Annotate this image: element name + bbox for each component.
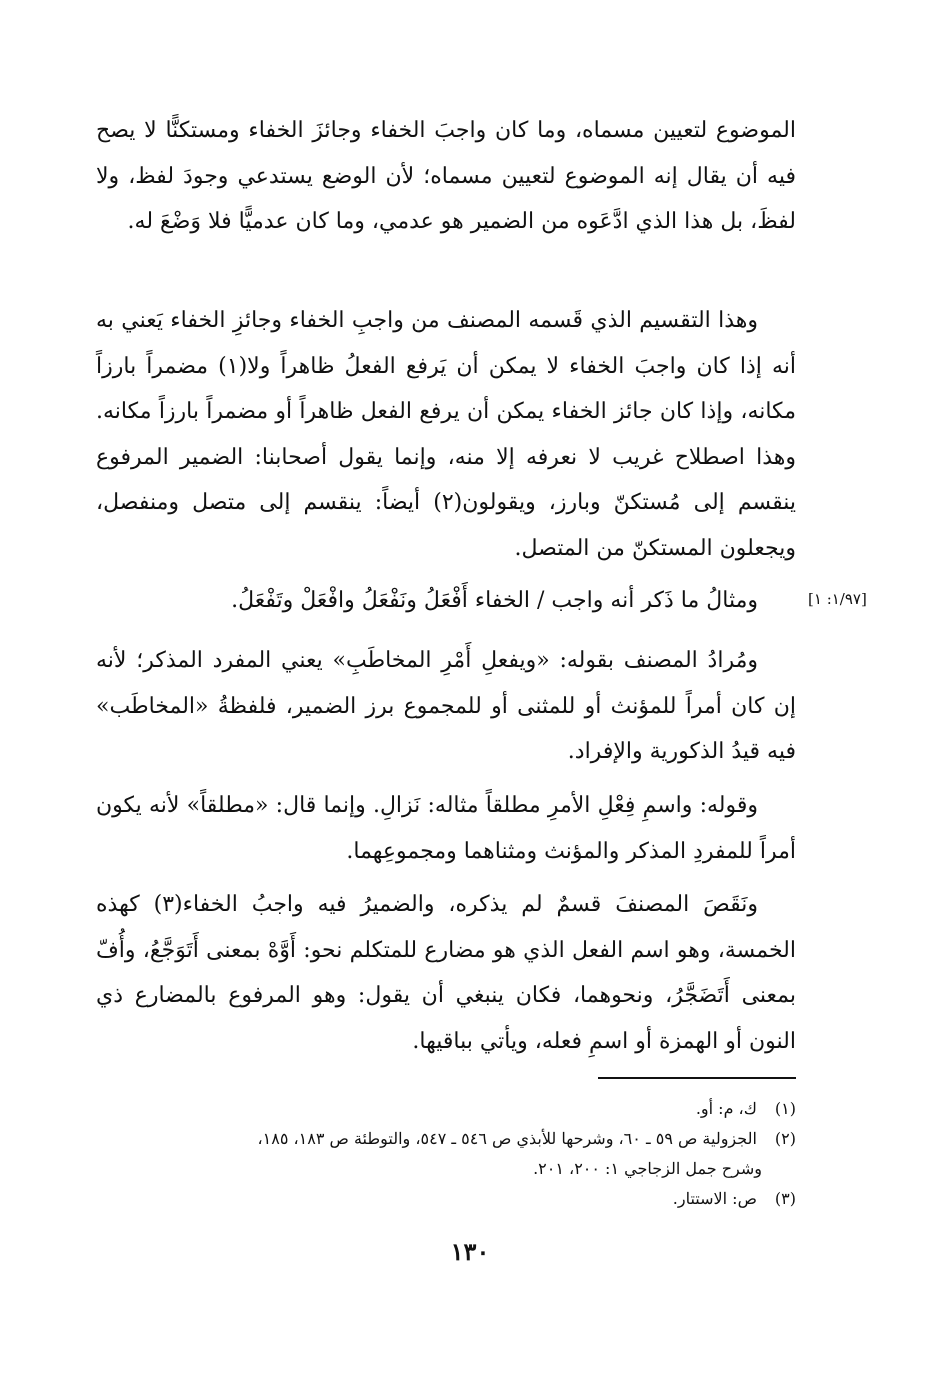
paragraph-text: ومثالُ ما ذَكر أنه واجب / الخفاء أَفْعَلُ ونَفْعَلُ وافْعَلْ وتَفْعَلُ. <box>231 588 758 613</box>
paragraph-text: وهذا التقسيم الذي قَسمه المصنف من واجبِ الخفاء وجائزِ الخفاء يَعني به أنه إذا كان واجبَ الخفاء لا يمكن أن يَرفع الفعلُ ظاهراً ولا(١) مضمراً بارزاً مكانه، وإذا كان جائز الخفاء يمكن أن يرفع الفعل ظاهراً أو مضمراً بارزاً مكانه. وهذا اصطلاح غريب لا نعرفه إلا منه، وإنما يقول أصحابنا: الضمير المرفوع ينقسم إلى مُستكنّ وبارز، ويقولون(٢) أيضاً: ينقسم إلى متصل ومنفصل، ويجعلون المستكنّ من المتصل. <box>96 308 797 561</box>
paragraph-6 <box>96 882 796 1064</box>
paragraph-3 <box>96 578 796 624</box>
footnote-3 <box>96 1184 796 1214</box>
footnote-2-continuation: وشرح جمل الزجاجي ١: ٢٠٠، ٢٠١. <box>533 1159 762 1178</box>
footnote-number: (١) <box>774 1099 796 1118</box>
paragraph-text: ومُرادُ المصنف بقوله: «ويفعلِ أَمْرِ المخاطَبِ» يعني المفرد المذكر؛ لأنه إن كان أمراً للمؤنث أو للمثنى أو للمجموع برز الضمير، فلفظةُ «المخاطَب» فيه قيدُ الذكورية والإفراد. <box>96 648 796 764</box>
footnote-number: (٣) <box>774 1189 796 1208</box>
paragraph-1 <box>96 108 796 245</box>
footnote-text: ص: الاستتار. <box>672 1189 757 1208</box>
footnote-separator <box>598 1077 796 1079</box>
footnote-text: الجزولية ص ٥٩ ـ ٦٠، وشرحها للأبذي ص ٥٤٦ ـ ٥٤٧، والتوطئة ص ١٨٣، ١٨٥، <box>257 1129 757 1148</box>
paragraph-5 <box>96 783 796 874</box>
paragraph-text: ونَقَصَ المصنفَ قسمٌ لم يذكره، والضميرُ فيه واجبُ الخفاء(٣) كهذه الخمسة، وهو اسم الفعل الذي هو مضارع للمتكلم نحو: أَوَّهْ بمعنى أَتَوَجَّعُ، وأُفّ بمعنى أَتَضَجَّرُ، ونحوهما، فكان ينبغي أن يقول: وهو المرفوع بالمضارع ذي النون أو الهمزة أو اسمِ فعله، ويأتي بباقيها. <box>96 892 796 1054</box>
paragraph-text: وقوله: واسمِ فِعْلِ الأمرِ مطلقاً مثاله: نَزالِ. وإنما قال: «مطلقاً» لأنه يكون أمراً للمفردِ المذكر والمؤنث ومثناهما ومجموعِهما. <box>96 793 796 864</box>
margin-reference: [١/٩٧: ١] <box>808 590 867 608</box>
footnote-1 <box>96 1094 796 1124</box>
footnote-text: ك، م: أو. <box>695 1099 757 1118</box>
page-number: ١٣٠ <box>450 1237 490 1266</box>
paragraph-4 <box>96 638 796 775</box>
paragraph-2 <box>96 298 796 571</box>
footnotes <box>96 1094 796 1214</box>
paragraph-text: الموضوع لتعيين مسماه، وما كان واجبَ الخفاء وجائزَ الخفاء ومستكنًّا لا يصح فيه أن يقال إنه الموضوع لتعيين مسماه؛ لأن الوضع يستدعي وجودَ لفظ، ولا لفظَ، بل هذا الذي ادَّعَوه من الضمير هو عدمي، وما كان عدميًّا فلا وَضْعَ له. <box>96 118 796 234</box>
footnote-2 <box>96 1124 796 1154</box>
footnote-number: (٢) <box>774 1129 796 1148</box>
